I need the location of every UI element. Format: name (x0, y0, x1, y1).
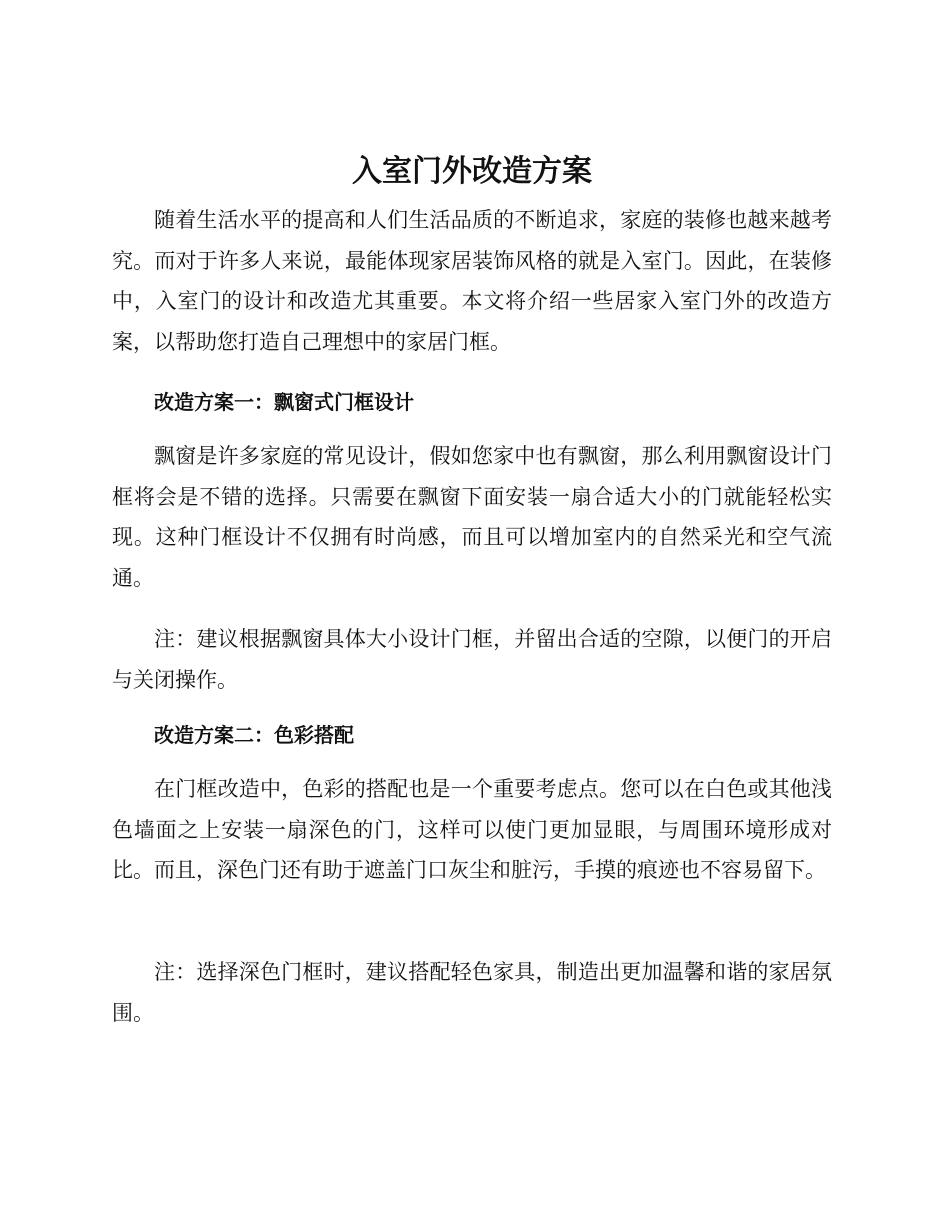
document-title: 入室门外改造方案 (352, 154, 592, 189)
section-2-body: 在门框改造中，色彩的搭配也是一个重要考虑点。您可以在白色或其他浅色墙面之上安装一扇深色的门，这样可以使门更加显眼，与周围环境形成对比。而且，深色门还有助于遮盖门口灰尘和脏污，手摸的痕迹也不容易留下。 (112, 777, 832, 882)
section-1-body: 飘窗是许多家庭的常见设计，假如您家中也有飘窗，那么利用飘窗设计门框将会是不错的选择。只需要在飘窗下面安装一扇合适大小的门就能轻松实现。这种门框设计不仅拥有时尚感，而且可以增加室内的自然采光和空气流通。 (112, 444, 832, 590)
intro-paragraph: 随着生活水平的提高和人们生活品质的不断追求，家庭的装修也越来越考究。而对于许多人来说，最能体现家居装饰风格的就是入室门。因此，在装修中，入室门的设计和改造尤其重要。本文将介绍一些居家入室门外的改造方案，以帮助您打造自己理想中的家居门框。 (112, 208, 832, 354)
section-1-note: 注：建议根据飘窗具体大小设计门框，并留出合适的空隙，以便门的开启与关闭操作。 (112, 627, 832, 692)
section-2-note: 注：选择深色门框时，建议搭配轻色家具，制造出更加温馨和谐的家居氛围。 (112, 960, 832, 1025)
section-1-heading: 改造方案一：飘窗式门框设计 (154, 390, 414, 414)
section-2-heading: 改造方案二：色彩搭配 (154, 723, 354, 747)
